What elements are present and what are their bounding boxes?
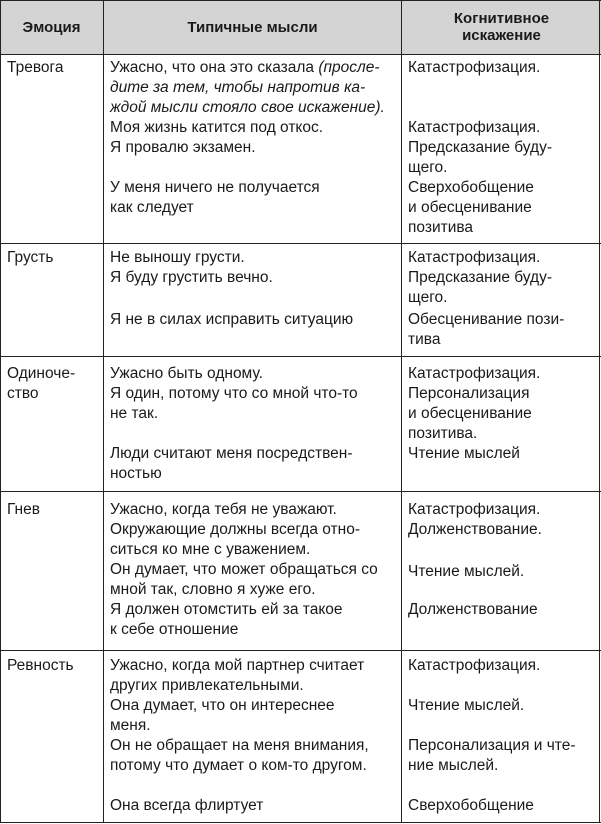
thought-line: Она всегда флиртует [110, 797, 264, 814]
thought-line: ностью [110, 465, 162, 482]
thought-line: ситься ко мне с уважением. [110, 541, 311, 558]
thought-line: других привлекательными. [110, 677, 304, 694]
distortion-line: щего. [408, 289, 448, 306]
header-thoughts [104, 0, 401, 54]
row-divider-2 [0, 356, 601, 357]
header-divider [0, 54, 601, 55]
thought-line: к себе отношение [110, 621, 239, 638]
column-divider-2 [401, 0, 402, 823]
header-emotion-label: Эмоция [22, 18, 81, 36]
emotion-label: ство [7, 385, 39, 402]
distortion-line: Чтение мыслей. [408, 697, 525, 714]
header-distortion [402, 0, 601, 54]
distortion-line: Долженствование. [408, 521, 542, 538]
thought-note: дите за тем, чтобы напротив ка- [110, 79, 366, 96]
thought-note: (просле- [318, 59, 380, 76]
distortion-line: Долженствование [408, 601, 538, 618]
thought-line: Моя жизнь катится под откос. [110, 119, 324, 136]
table-border-bottom [0, 822, 601, 823]
header-distortion-label-1: Когнитивное [453, 10, 550, 27]
thought-line: Я буду грустить вечно. [110, 269, 273, 286]
thought-line: Он не обращает на меня внимания, [110, 737, 369, 754]
distortion-line: Катастрофизация. [408, 365, 541, 382]
thought-line: потому что думает о ком-то другом. [110, 757, 367, 774]
emotion-label: Одиноче- [7, 365, 76, 382]
distortion-line: и обесценивание [408, 405, 532, 422]
thought-line: Ужасно, когда мой партнер считает [110, 657, 365, 674]
thought-line: мной так, словно я хуже его. [110, 581, 316, 598]
distortion-line: щего. [408, 159, 448, 176]
thought-line: Не выношу грусти. [110, 249, 245, 266]
distortion-line: Персонализация и чте- [408, 737, 576, 754]
table-border-top [0, 0, 601, 1]
thought-line: Ужасно, когда тебя не уважают. [110, 501, 337, 518]
table-border-right [599, 0, 600, 823]
distortion-line: тива [408, 331, 441, 348]
header-emotion [0, 0, 103, 54]
thought-line: Ужасно быть одному. [110, 365, 263, 382]
distortion-line: Катастрофизация. [408, 249, 541, 266]
thought-line: меня. [110, 717, 151, 734]
thought-text: Ужасно, что она это сказала [110, 59, 319, 76]
distortion-line: Чтение мыслей. [408, 563, 525, 580]
distortion-line: позитива [408, 219, 474, 236]
row-divider-3 [0, 491, 601, 492]
column-divider-1 [103, 0, 104, 823]
thought-line: Люди считают меня посредствен- [110, 445, 353, 462]
distortion-line: Предсказание буду- [408, 139, 553, 156]
distortion-line: Чтение мыслей [408, 445, 520, 462]
thought-line: Я не в силах исправить ситуацию [110, 311, 354, 328]
distortion-line: позитива. [408, 425, 478, 442]
row-divider-4 [0, 650, 601, 651]
thought-line [110, 58, 380, 78]
table-border-left [0, 0, 1, 823]
distortion-line: Сверхобобщение [408, 797, 534, 814]
distortion-line: Катастрофизация. [408, 657, 541, 674]
emotion-label: Ревность [7, 657, 74, 674]
thought-line: Он думает, что может обращаться со [110, 561, 378, 578]
emotion-label: Грусть [7, 249, 54, 266]
distortion-line: Катастрофизация. [408, 59, 541, 76]
thought-line: Я один, потому что со мной что-то [110, 385, 358, 402]
emotion-label: Гнев [7, 501, 40, 518]
distortion-line: Катастрофизация. [408, 501, 541, 518]
header-thoughts-label: Типичные мысли [187, 18, 318, 36]
distortion-line: Обесценивание пози- [408, 311, 565, 328]
thought-note: ждой мысли стояло свое искажение). [110, 99, 385, 116]
thought-line: У меня ничего не получается [110, 179, 320, 196]
header-distortion-label-2: искажение [462, 27, 541, 44]
thought-line: Она думает, что он интереснее [110, 697, 335, 714]
thought-line: Я провалю экзамен. [110, 139, 256, 156]
thought-line: как следует [110, 199, 194, 216]
distortion-line: ние мыслей. [408, 757, 499, 774]
distortion-line: Катастрофизация. [408, 119, 541, 136]
distortion-line: Сверхобобщение [408, 179, 534, 196]
emotion-label: Тревога [7, 59, 64, 76]
distortion-line: Предсказание буду- [408, 269, 553, 286]
distortion-line: Персонализация [408, 385, 530, 402]
row-divider-1 [0, 243, 601, 244]
thought-line: Я должен отомстить ей за такое [110, 601, 343, 618]
thought-line: не так. [110, 405, 159, 422]
distortion-line: и обесценивание [408, 199, 532, 216]
thought-line: Окружающие должны всегда отно- [110, 521, 360, 538]
